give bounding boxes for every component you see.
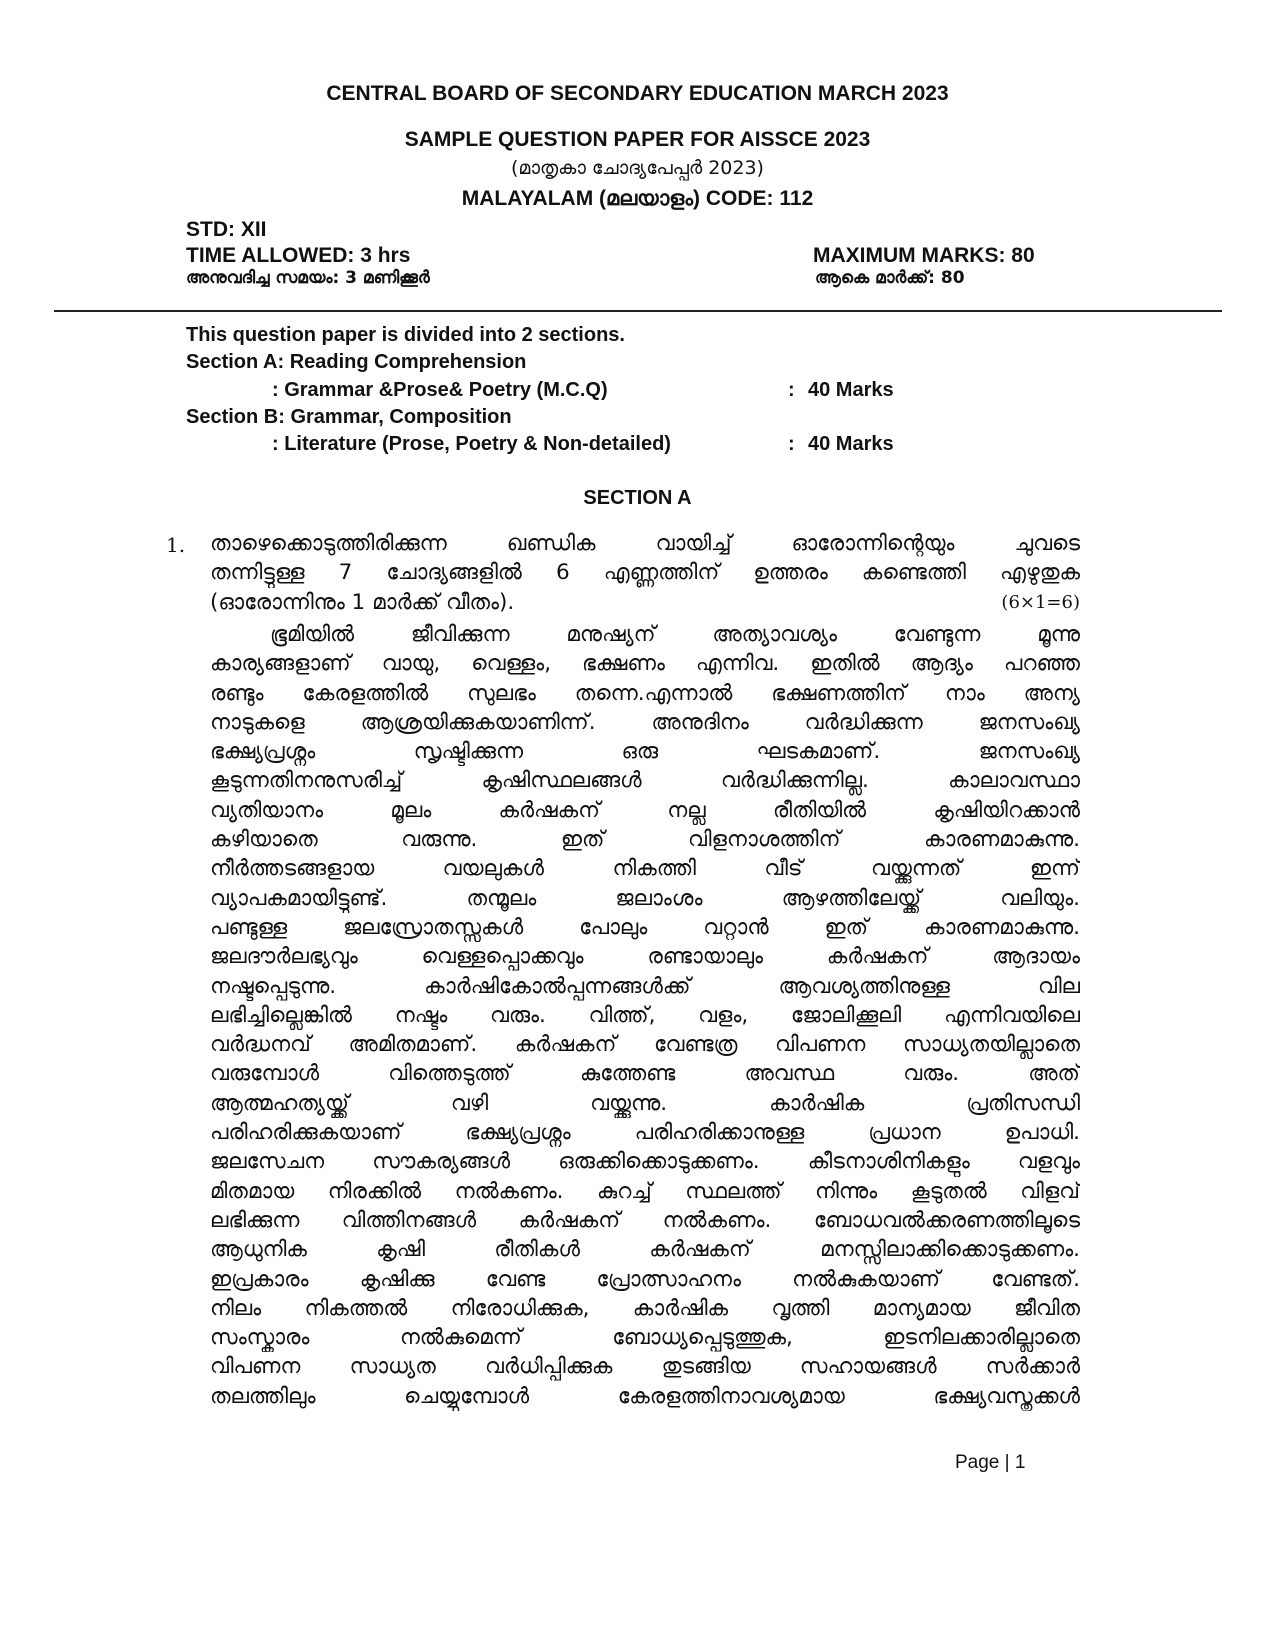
section-b-title: Section B: Grammar, Composition [186, 406, 512, 428]
passage-line: കൂടുന്നതിനനുസരിച്ച് കൃഷിസ്ഥലങ്ങൾ വർദ്ധിക്കുന്നില്ല. കാലാവസ്ഥാ [210, 768, 1080, 794]
passage-line: വ്യതിയാനം മൂലം കർഷകന് നല്ല രീതിയിൽ കൃഷിയിറക്കാൻ [210, 797, 1080, 823]
passage-line: നീർത്തടങ്ങളായ വയലുകൾ നികത്തി വീട് വയ്ക്കുന്നത് ഇന്ന് [210, 856, 1080, 882]
section-b-colon: : [788, 433, 795, 455]
passage-line: വ്യാപകമായിട്ടുണ്ട്. തന്മൂലം ജലാംശം ആഴത്തിലേയ്ക്ക് വലിയും. [210, 885, 1080, 911]
section-b-subtitle: : Literature (Prose, Poetry & Non-detailed) [272, 433, 671, 455]
section-a-marks: 40 Marks [808, 379, 894, 401]
question-marks: (6×1=6) [1001, 591, 1080, 613]
board-title: CENTRAL BOARD OF SECONDARY EDUCATION MARCH 2023 [326, 82, 949, 105]
subject-code: MALAYALAM (മലയാളം) CODE: 112 [461, 187, 814, 210]
time-allowed: TIME ALLOWED: 3 hrs [186, 244, 411, 267]
passage-line: ജലദൗർലഭ്യവും വെള്ളപ്പൊക്കവും രണ്ടായാലും കർഷകന് ആദായം [210, 944, 1080, 970]
maximum-marks: MAXIMUM MARKS: 80 [813, 244, 1035, 267]
passage-line: ഭൂമിയിൽ ജീവിക്കുന്ന മനുഷ്യന് അത്യാവശ്യം വേണ്ടുന്ന മൂന്നു [270, 622, 1080, 647]
passage-line: ലഭിച്ചില്ലെങ്കിൽ നഷ്ടം വരും. വിത്ത്, വളം, ജോലിക്കൂലി എന്നിവയിലെ [210, 1002, 1080, 1028]
question-number: 1. [166, 533, 186, 557]
passage-line: ലഭിക്കുന്ന വിത്തിനങ്ങൾ കർഷകന് നൽകണം. ബോധവൽക്കരണത്തിലൂടെ [210, 1207, 1080, 1233]
passage-line: വിപണന സാധ്യത വർധിപ്പിക്കുക തുടങ്ങിയ സഹായങ്ങൾ സർക്കാർ [210, 1354, 1080, 1380]
passage-line: ഭക്ഷ്യപ്രശ്നം സൃഷ്ടിക്കുന്ന ഒരു ഘടകമാണ്. ജനസംഖ്യ [210, 739, 1080, 765]
passage-line: തലത്തിലും ചെയ്യുമ്പോൾ കേരളത്തിനാവശ്യമായ ഭക്ഷ്യവസ്തുക്കൾ [210, 1383, 1080, 1409]
instruction-line: തന്നിട്ടുള്ള 7 ചോദ്യങ്ങളിൽ 6 എണ്ണത്തിന് ഉത്തരം കണ്ടെത്തി എഴുതുക [210, 560, 1080, 586]
passage-line: പരിഹരിക്കുകയാണ് ഭക്ഷ്യപ്രശ്നം പരിഹരിക്കാനുള്ള പ്രധാന ഉപാധി. [210, 1120, 1080, 1146]
reading-passage [210, 620, 1080, 1411]
passage-line: വരുമ്പോൾ വിത്തെടുത്ത് കുത്തേണ്ട അവസ്ഥ വരും. അത് [210, 1061, 1080, 1087]
instruction-line: താഴെക്കൊടുത്തിരിക്കുന്ന ഖണ്ഡിക വായിച്ച് ഓരോന്നിന്റെയും ചുവടെ [210, 531, 1080, 556]
section-b-marks: 40 Marks [808, 433, 894, 455]
header-divider [54, 310, 1222, 312]
standard-label: STD: XII [186, 218, 267, 241]
paper-title-malayalam: (മാതൃകാ ചോദ്യപേപ്പർ 2023) [511, 157, 764, 179]
section-a-title: Section A: Reading Comprehension [186, 351, 527, 373]
passage-line: ഇപ്രകാരം കൃഷിക്കു വേണ്ട പ്രോത്സാഹനം നൽകുകയാണ് വേണ്ടത്. [210, 1266, 1080, 1292]
passage-line: മിതമായ നിരക്കിൽ നൽകണം. കുറച്ച് സ്ഥലത്ത് നിന്നും കൂടുതൽ വിളവ് [210, 1178, 1080, 1204]
time-allowed-malayalam: അനുവദിച്ച സമയം: 3 മണിക്കൂർ [186, 268, 430, 288]
instruction-line: (ഓരോന്നിനും 1 മാർക്ക് വീതം). [210, 589, 515, 615]
question-instruction [210, 529, 1080, 617]
passage-line: ആത്മഹത്യയ്ക്ക് വഴി വയ്ക്കുന്നു. കാർഷിക പ്രതിസന്ധി [210, 1090, 1080, 1116]
passage-line: കഴിയാതെ വരുന്നു. ഇത് വിളനാശത്തിന് കാരണമാകുന്നു. [210, 827, 1080, 853]
passage-line: സംസ്കാരം നൽകുമെന്ന് ബോധ്യപ്പെടുത്തുക, ഇടനിലക്കാരില്ലാതെ [210, 1325, 1080, 1351]
passage-line: നഷ്ടപ്പെടുന്നു. കാർഷികോൽപ്പന്നങ്ങൾക്ക് ആവശ്യത്തിനുള്ള വില [210, 973, 1080, 999]
paper-title: SAMPLE QUESTION PAPER FOR AISSCE 2023 [404, 128, 871, 151]
passage-line: കാര്യങ്ങളാണ് വായു, വെള്ളം, ഭക്ഷണം എന്നിവ. ഇതിൽ ആദ്യം പറഞ്ഞ [210, 651, 1080, 677]
instructions-intro: This question paper is divided into 2 sections. [186, 324, 625, 346]
passage-line: രണ്ടും കേരളത്തിൽ സുലഭം തന്നെ.എന്നാൽ ഭക്ഷണത്തിന് നാം അന്യ [210, 680, 1080, 706]
maximum-marks-malayalam: ആകെ മാർക്ക്: 80 [815, 268, 965, 288]
page-number: Page | 1 [955, 1452, 1026, 1473]
section-a-colon: : [788, 379, 795, 401]
passage-line: നിലം നികത്തൽ നിരോധിക്കുക, കാർഷിക വൃത്തി മാന്യമായ ജീവിത [210, 1295, 1080, 1321]
section-a-heading: SECTION A [583, 487, 692, 509]
passage-line: നാടുകളെ ആശ്രയിക്കുകയാണിന്ന്. അനുദിനം വർദ്ധിക്കുന്ന ജനസംഖ്യ [210, 709, 1080, 735]
passage-line: പണ്ടുള്ള ജലസ്രോതസ്സുകൾ പോലും വറ്റാൻ ഇത് കാരണമാകുന്നു. [210, 914, 1080, 940]
section-a-subtitle: : Grammar &Prose& Poetry (M.C.Q) [272, 379, 608, 401]
passage-line: ആധുനിക കൃഷി രീതികൾ കർഷകന് മനസ്സിലാക്കിക്കൊടുക്കണം. [210, 1237, 1080, 1263]
passage-line: വർദ്ധനവ് അമിതമാണ്. കർഷകന് വേണ്ടത്ര വിപണന സാധ്യതയില്ലാതെ [210, 1032, 1080, 1058]
passage-line: ജലസേചന സൗകര്യങ്ങൾ ഒരുക്കിക്കൊടുക്കണം. കീടനാശിനികളും വളവും [210, 1149, 1080, 1175]
